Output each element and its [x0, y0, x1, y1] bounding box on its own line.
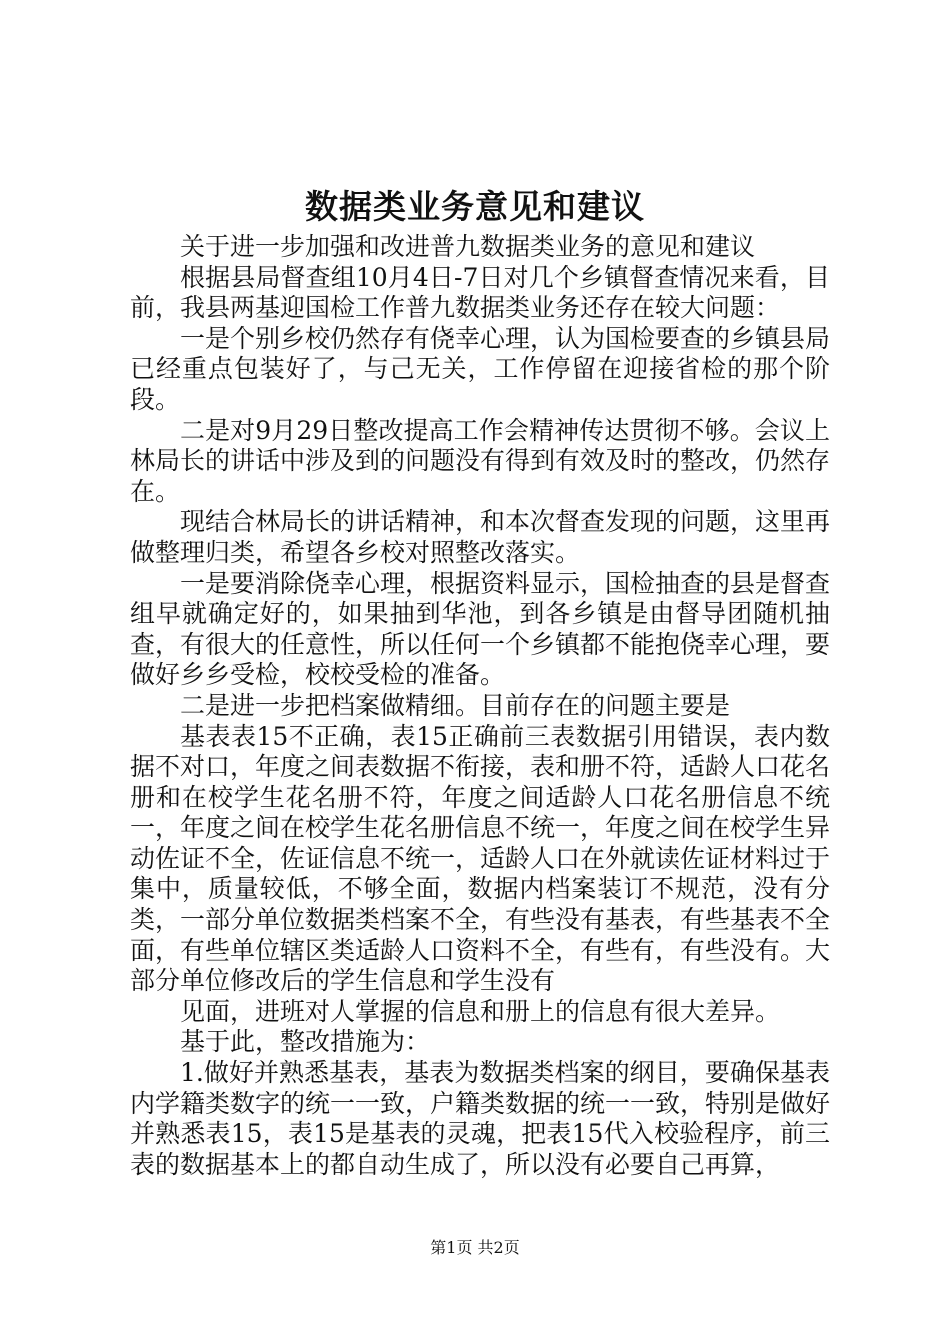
- paragraph-2: 根据县局督查组10月4日-7日对几个乡镇督查情况来看，目前，我县两基迎国检工作普九数据类业务还存在较大问题：: [130, 262, 830, 323]
- document-title: 数据类业务意见和建议: [305, 187, 645, 226]
- document-body: [130, 232, 830, 1180]
- paragraph-9: 见面，进班对人掌握的信息和册上的信息有很大差异。: [180, 996, 781, 1026]
- paragraph-11: 1.做好并熟悉基表，基表为数据类档案的纲目，要确保基表内学籍类数字的统一一致，户籍类数据的统一一致，特别是做好并熟悉表15，表15是基表的灵魂，把表15代入校验程序，前三表的数据基本上的都自动生成了，所以没有必要自己再算，: [130, 1058, 831, 1179]
- paragraph-5: 现结合林局长的讲话精神，和本次督查发现的问题，这里再做整理归类，希望各乡校对照整改落实。: [130, 507, 831, 567]
- page-footer: 第1页 共2页: [430, 1238, 520, 1257]
- paragraph-1: 关于进一步加强和改进普九数据类业务的意见和建议: [180, 232, 756, 261]
- paragraph-4: 二是对9月29日整改提高工作会精神传达贯彻不够。会议上林局长的讲话中涉及到的问题没有得到有效及时的整改，仍然存在。: [130, 415, 831, 506]
- paragraph-8: 基表表15不正确，表15正确前三表数据引用错误，表内数据不对口，年度之间表数据不衔接，表和册不符，适龄人口花名册和在校学生花名册不符，年度之间适龄人口花名册信息不统一，年度之间在校学生花名册信息不统一，年度之间在校学生异动佐证不全，佐证信息不统一，适龄人口在外就读佐证材料过于集中，质量较低，不够全面，数据内档案装订不规范，没有分类，一部分单位数据类档案不全，有些没有基表，有些基表不全面，有些单位辖区类适龄人口资料不全，有些有，有些没有。大部分单位修改后的学生信息和学生没有: [130, 721, 831, 996]
- paragraph-7: 二是进一步把档案做精细。目前存在的问题主要是: [180, 690, 731, 720]
- paragraph-3: 一是个别乡校仍然存有侥幸心理，认为国检要查的乡镇县局已经重点包装好了，与己无关，工作停留在迎接省检的那个阶段。: [130, 323, 831, 414]
- paragraph-10: 基于此，整改措施为：: [180, 1027, 431, 1057]
- paragraph-6: 一是要消除侥幸心理，根据资料显示，国检抽查的县是督查组早就确定好的，如果抽到华池，到各乡镇是由督导团随机抽查，有很大的任意性，所以任何一个乡镇都不能抱侥幸心理，要做好乡乡受检，校校受检的准备。: [130, 568, 831, 690]
